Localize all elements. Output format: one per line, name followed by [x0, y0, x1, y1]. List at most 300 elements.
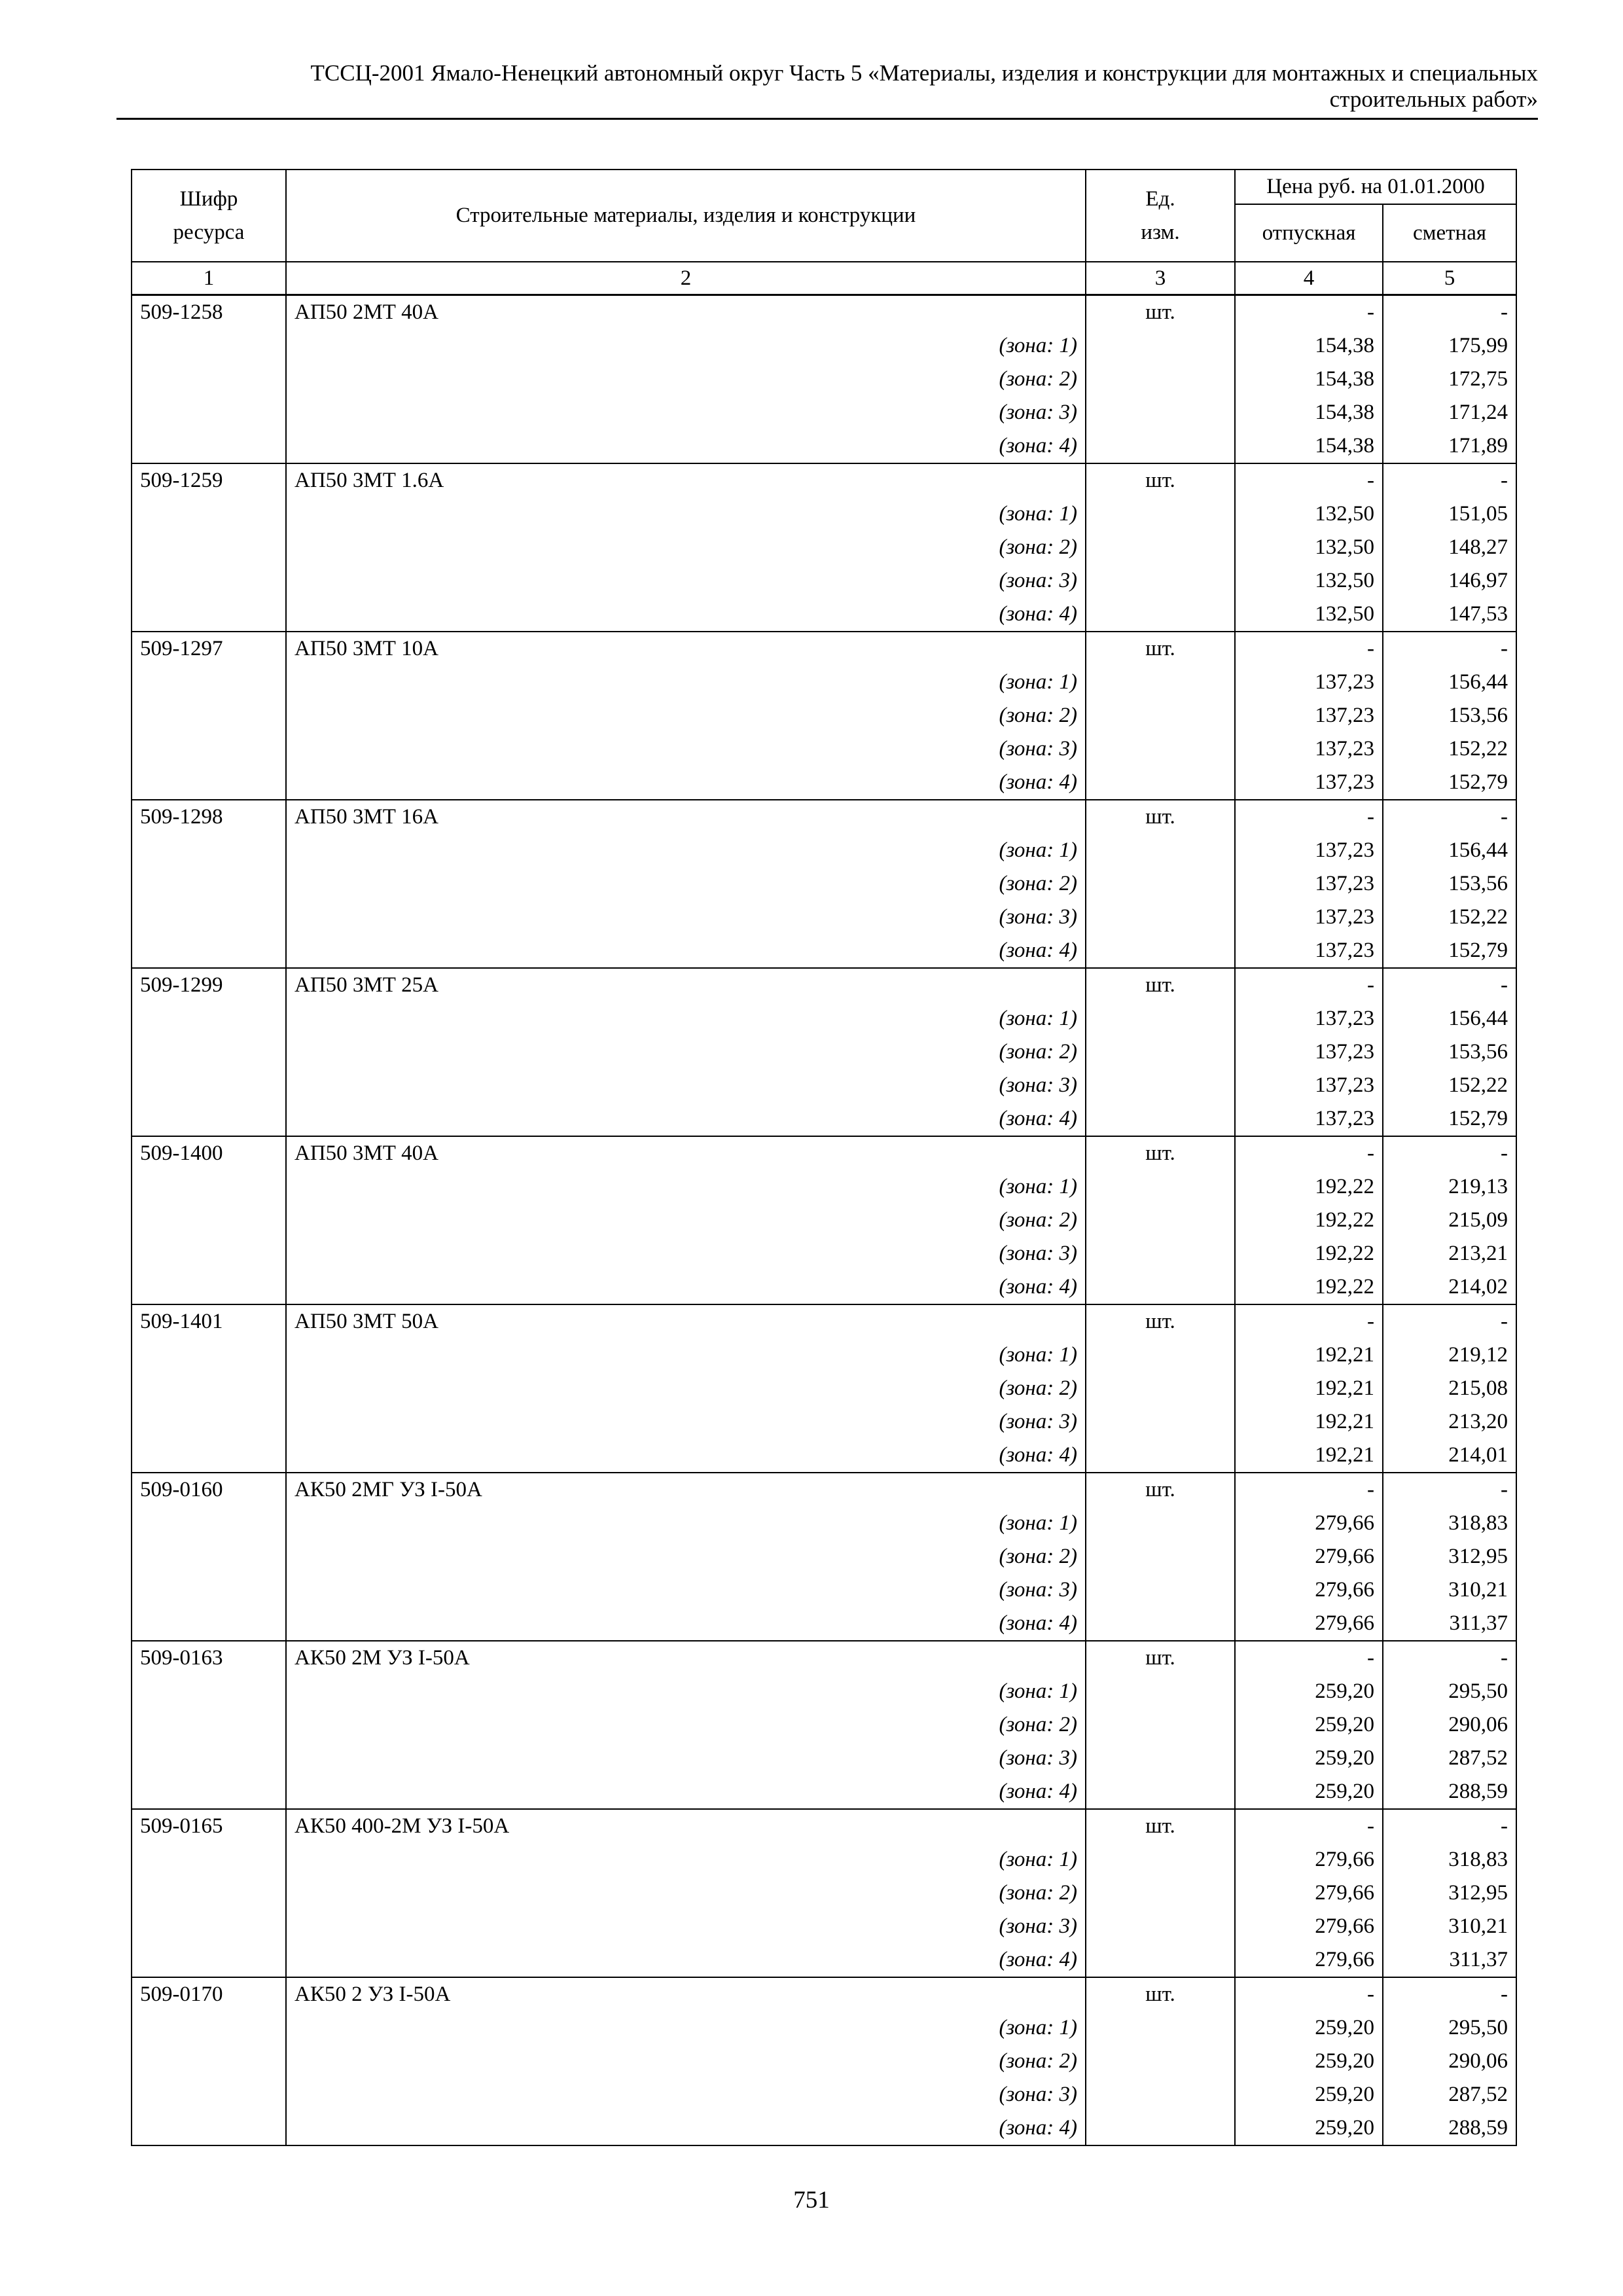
zone-row [132, 2111, 1516, 2145]
release-price: - [1235, 1136, 1383, 1170]
resource-name: АК50 2 УЗ I-50А [286, 1977, 1086, 2011]
zone-row [132, 1507, 1516, 1540]
zone-code-cell [132, 666, 286, 699]
zone-row [132, 1439, 1516, 1473]
zone-unit-cell [1086, 1943, 1235, 1977]
zone-row [132, 1876, 1516, 1910]
zone-row [132, 934, 1516, 968]
resource-code: 509-0165 [132, 1809, 286, 1843]
zone-unit-cell [1086, 1675, 1235, 1708]
zone-unit-cell [1086, 1439, 1235, 1473]
zone-label: (зона: 2) [286, 867, 1086, 901]
resource-code: 509-1297 [132, 632, 286, 666]
resource-unit: шт. [1086, 1304, 1235, 1338]
table-row [132, 295, 1516, 330]
zone-label: (зона: 4) [286, 1270, 1086, 1304]
zone-label: (зона: 1) [286, 1507, 1086, 1540]
zone-release-price: 154,38 [1235, 363, 1383, 396]
estimate-price: - [1383, 800, 1516, 834]
zone-row [132, 732, 1516, 766]
zone-estimate-price: 156,44 [1383, 1002, 1516, 1035]
resource-name: АП50 3МТ 10А [286, 632, 1086, 666]
zone-unit-cell [1086, 1372, 1235, 1405]
resource-code: 509-0170 [132, 1977, 286, 2011]
zone-unit-cell [1086, 1775, 1235, 1809]
zone-row [132, 531, 1516, 564]
zone-row [132, 766, 1516, 800]
resource-unit: шт. [1086, 1977, 1235, 2011]
col-header-estimate: сметная [1383, 204, 1516, 262]
zone-label: (зона: 2) [286, 699, 1086, 732]
zone-code-cell [132, 329, 286, 363]
resource-code: 509-0160 [132, 1473, 286, 1507]
zone-row [132, 1943, 1516, 1977]
zone-row [132, 1540, 1516, 1573]
zone-estimate-price: 312,95 [1383, 1876, 1516, 1910]
zone-code-cell [132, 1372, 286, 1405]
zone-unit-cell [1086, 1708, 1235, 1742]
zone-label: (зона: 3) [286, 901, 1086, 934]
zone-release-price: 259,20 [1235, 1775, 1383, 1809]
zone-row [132, 396, 1516, 429]
zone-code-cell [132, 1876, 286, 1910]
zone-row [132, 1910, 1516, 1943]
zone-release-price: 279,66 [1235, 1943, 1383, 1977]
estimate-price: - [1383, 1641, 1516, 1675]
zone-row [132, 1675, 1516, 1708]
resource-name: АП50 3МТ 50А [286, 1304, 1086, 1338]
zone-code-cell [132, 1270, 286, 1304]
zone-unit-cell [1086, 699, 1235, 732]
zone-label: (зона: 2) [286, 1204, 1086, 1237]
resource-price-table [131, 169, 1517, 2146]
zone-row [132, 1170, 1516, 1204]
resource-unit: шт. [1086, 463, 1235, 497]
zone-estimate-price: 175,99 [1383, 329, 1516, 363]
zone-code-cell [132, 564, 286, 598]
zone-label: (зона: 4) [286, 598, 1086, 632]
zone-code-cell [132, 732, 286, 766]
resource-name: АК50 2М УЗ I-50А [286, 1641, 1086, 1675]
zone-release-price: 259,20 [1235, 1708, 1383, 1742]
resource-name: АП50 2МТ 40А [286, 295, 1086, 330]
estimate-price: - [1383, 632, 1516, 666]
zone-estimate-price: 172,75 [1383, 363, 1516, 396]
zone-release-price: 137,23 [1235, 1035, 1383, 1069]
zone-estimate-price: 152,22 [1383, 1069, 1516, 1102]
zone-row [132, 2078, 1516, 2111]
zone-row [132, 1102, 1516, 1136]
zone-row [132, 1405, 1516, 1439]
zone-estimate-price: 146,97 [1383, 564, 1516, 598]
zone-row [132, 1573, 1516, 1607]
zone-row [132, 1035, 1516, 1069]
zone-row [132, 1843, 1516, 1876]
zone-unit-cell [1086, 1338, 1235, 1372]
release-price: - [1235, 1977, 1383, 2011]
zone-unit-cell [1086, 1204, 1235, 1237]
release-price: - [1235, 800, 1383, 834]
zone-release-price: 154,38 [1235, 396, 1383, 429]
zone-code-cell [132, 2011, 286, 2045]
zone-label: (зона: 1) [286, 1170, 1086, 1204]
resource-name: АП50 3МТ 40А [286, 1136, 1086, 1170]
zone-code-cell [132, 497, 286, 531]
release-price: - [1235, 463, 1383, 497]
table-row [132, 800, 1516, 834]
estimate-price: - [1383, 1809, 1516, 1843]
zone-code-cell [132, 1507, 286, 1540]
zone-release-price: 132,50 [1235, 598, 1383, 632]
zone-label: (зона: 3) [286, 564, 1086, 598]
zone-row [132, 497, 1516, 531]
estimate-price: - [1383, 1136, 1516, 1170]
zone-code-cell [132, 1170, 286, 1204]
zone-unit-cell [1086, 766, 1235, 800]
table-row [132, 1304, 1516, 1338]
zone-estimate-price: 156,44 [1383, 666, 1516, 699]
zone-unit-cell [1086, 329, 1235, 363]
zone-estimate-price: 152,22 [1383, 901, 1516, 934]
zone-label: (зона: 1) [286, 329, 1086, 363]
zone-release-price: 192,21 [1235, 1439, 1383, 1473]
zone-unit-cell [1086, 531, 1235, 564]
table-row [132, 632, 1516, 666]
zone-code-cell [132, 934, 286, 968]
zone-label: (зона: 1) [286, 1338, 1086, 1372]
zone-row [132, 1708, 1516, 1742]
col-header-unit-line-1: Ед. [1145, 187, 1175, 211]
zone-release-price: 192,21 [1235, 1338, 1383, 1372]
table-row [132, 1473, 1516, 1507]
zone-row [132, 1002, 1516, 1035]
release-price: - [1235, 968, 1383, 1002]
zone-unit-cell [1086, 1069, 1235, 1102]
zone-estimate-price: 214,01 [1383, 1439, 1516, 1473]
zone-row [132, 2011, 1516, 2045]
zone-code-cell [132, 1910, 286, 1943]
zone-estimate-price: 152,79 [1383, 934, 1516, 968]
zone-release-price: 137,23 [1235, 901, 1383, 934]
resource-code: 509-1258 [132, 295, 286, 330]
table-row [132, 1641, 1516, 1675]
zone-code-cell [132, 1573, 286, 1607]
resource-code: 509-1298 [132, 800, 286, 834]
zone-code-cell [132, 396, 286, 429]
zone-estimate-price: 288,59 [1383, 1775, 1516, 1809]
zone-estimate-price: 152,79 [1383, 1102, 1516, 1136]
resource-name: АП50 3МТ 25А [286, 968, 1086, 1002]
resource-code: 509-1259 [132, 463, 286, 497]
estimate-price: - [1383, 463, 1516, 497]
zone-estimate-price: 147,53 [1383, 598, 1516, 632]
zone-label: (зона: 2) [286, 1372, 1086, 1405]
resource-unit: шт. [1086, 800, 1235, 834]
zone-release-price: 279,66 [1235, 1573, 1383, 1607]
zone-label: (зона: 3) [286, 1237, 1086, 1270]
estimate-price: - [1383, 1977, 1516, 2011]
zone-estimate-price: 153,56 [1383, 867, 1516, 901]
zone-release-price: 259,20 [1235, 2045, 1383, 2078]
zone-code-cell [132, 1035, 286, 1069]
zone-estimate-price: 290,06 [1383, 1708, 1516, 1742]
zone-row [132, 1270, 1516, 1304]
table-row [132, 1977, 1516, 2011]
resource-unit: шт. [1086, 295, 1235, 330]
zone-estimate-price: 311,37 [1383, 1943, 1516, 1977]
zone-row [132, 1775, 1516, 1809]
zone-label: (зона: 2) [286, 531, 1086, 564]
zone-estimate-price: 311,37 [1383, 1607, 1516, 1641]
resource-code: 509-1299 [132, 968, 286, 1002]
zone-row [132, 1607, 1516, 1641]
col-header-code-line-1: Шифр [179, 187, 238, 211]
resource-code: 509-0163 [132, 1641, 286, 1675]
col-header-unit [1086, 170, 1235, 262]
zone-unit-cell [1086, 2111, 1235, 2145]
zone-release-price: 192,21 [1235, 1405, 1383, 1439]
zone-label: (зона: 2) [286, 1540, 1086, 1573]
zone-code-cell [132, 901, 286, 934]
zone-estimate-price: 148,27 [1383, 531, 1516, 564]
table-row [132, 968, 1516, 1002]
zone-unit-cell [1086, 1270, 1235, 1304]
zone-row [132, 429, 1516, 463]
col-header-code [132, 170, 286, 262]
zone-row [132, 1742, 1516, 1775]
resource-code: 509-1401 [132, 1304, 286, 1338]
zone-unit-cell [1086, 1405, 1235, 1439]
resource-name: АК50 2МГ УЗ I-50А [286, 1473, 1086, 1507]
zone-code-cell [132, 834, 286, 867]
zone-release-price: 137,23 [1235, 934, 1383, 968]
zone-estimate-price: 288,59 [1383, 2111, 1516, 2145]
zone-label: (зона: 3) [286, 1573, 1086, 1607]
header-line-2: строительных работ» [1329, 86, 1538, 112]
zone-row [132, 867, 1516, 901]
zone-label: (зона: 4) [286, 934, 1086, 968]
header-rule [116, 118, 1538, 120]
zone-row [132, 901, 1516, 934]
page-number: 751 [793, 2187, 830, 2214]
zone-code-cell [132, 1002, 286, 1035]
zone-unit-cell [1086, 867, 1235, 901]
table-header [132, 170, 1516, 295]
zone-unit-cell [1086, 564, 1235, 598]
estimate-price: - [1383, 968, 1516, 1002]
zone-release-price: 192,22 [1235, 1270, 1383, 1304]
zone-row [132, 1069, 1516, 1102]
zone-release-price: 132,50 [1235, 497, 1383, 531]
zone-release-price: 259,20 [1235, 1742, 1383, 1775]
zone-label: (зона: 2) [286, 1035, 1086, 1069]
zone-label: (зона: 1) [286, 2011, 1086, 2045]
zone-estimate-price: 287,52 [1383, 2078, 1516, 2111]
zone-unit-cell [1086, 2078, 1235, 2111]
resource-code: 509-1400 [132, 1136, 286, 1170]
zone-estimate-price: 318,83 [1383, 1507, 1516, 1540]
zone-label: (зона: 3) [286, 1742, 1086, 1775]
zone-row [132, 329, 1516, 363]
zone-release-price: 154,38 [1235, 329, 1383, 363]
zone-estimate-price: 213,21 [1383, 1237, 1516, 1270]
release-price: - [1235, 295, 1383, 330]
zone-release-price: 132,50 [1235, 564, 1383, 598]
zone-code-cell [132, 1439, 286, 1473]
zone-code-cell [132, 2111, 286, 2145]
zone-label: (зона: 4) [286, 429, 1086, 463]
zone-estimate-price: 295,50 [1383, 1675, 1516, 1708]
zone-unit-cell [1086, 497, 1235, 531]
zone-estimate-price: 219,12 [1383, 1338, 1516, 1372]
zone-code-cell [132, 1675, 286, 1708]
col-header-unit-line-2: изм. [1141, 220, 1180, 244]
release-price: - [1235, 1809, 1383, 1843]
zone-estimate-price: 287,52 [1383, 1742, 1516, 1775]
zone-label: (зона: 3) [286, 1069, 1086, 1102]
col-header-price: Цена руб. на 01.01.2000 [1235, 170, 1516, 204]
zone-label: (зона: 3) [286, 1405, 1086, 1439]
zone-release-price: 279,66 [1235, 1607, 1383, 1641]
release-price: - [1235, 1473, 1383, 1507]
zone-label: (зона: 4) [286, 766, 1086, 800]
table-row [132, 1809, 1516, 1843]
zone-release-price: 137,23 [1235, 1069, 1383, 1102]
zone-unit-cell [1086, 1540, 1235, 1573]
zone-estimate-price: 153,56 [1383, 1035, 1516, 1069]
zone-release-price: 137,23 [1235, 1002, 1383, 1035]
table-row [132, 463, 1516, 497]
zone-unit-cell [1086, 1910, 1235, 1943]
zone-label: (зона: 2) [286, 1708, 1086, 1742]
release-price: - [1235, 1641, 1383, 1675]
zone-code-cell [132, 598, 286, 632]
zone-row [132, 1338, 1516, 1372]
zone-unit-cell [1086, 1102, 1235, 1136]
zone-unit-cell [1086, 2011, 1235, 2045]
zone-release-price: 279,66 [1235, 1507, 1383, 1540]
zone-release-price: 137,23 [1235, 1102, 1383, 1136]
zone-code-cell [132, 1069, 286, 1102]
zone-row [132, 564, 1516, 598]
zone-label: (зона: 4) [286, 1943, 1086, 1977]
col-number: 3 [1086, 262, 1235, 295]
zone-label: (зона: 4) [286, 1607, 1086, 1641]
zone-unit-cell [1086, 1035, 1235, 1069]
zone-label: (зона: 3) [286, 396, 1086, 429]
zone-unit-cell [1086, 666, 1235, 699]
zone-label: (зона: 1) [286, 834, 1086, 867]
table-body [132, 295, 1516, 2146]
zone-unit-cell [1086, 363, 1235, 396]
estimate-price: - [1383, 1473, 1516, 1507]
zone-label: (зона: 1) [286, 497, 1086, 531]
zone-release-price: 137,23 [1235, 867, 1383, 901]
zone-estimate-price: 290,06 [1383, 2045, 1516, 2078]
zone-estimate-price: 214,02 [1383, 1270, 1516, 1304]
zone-code-cell [132, 531, 286, 564]
zone-code-cell [132, 2078, 286, 2111]
zone-code-cell [132, 429, 286, 463]
zone-unit-cell [1086, 1507, 1235, 1540]
col-number: 5 [1383, 262, 1516, 295]
col-header-name: Строительные материалы, изделия и конструкции [286, 170, 1086, 262]
zone-code-cell [132, 1843, 286, 1876]
resource-name: АП50 3МТ 1.6А [286, 463, 1086, 497]
zone-estimate-price: 152,22 [1383, 732, 1516, 766]
zone-release-price: 192,22 [1235, 1170, 1383, 1204]
zone-code-cell [132, 1405, 286, 1439]
zone-estimate-price: 156,44 [1383, 834, 1516, 867]
resource-unit: шт. [1086, 1473, 1235, 1507]
zone-release-price: 192,22 [1235, 1204, 1383, 1237]
zone-unit-cell [1086, 1742, 1235, 1775]
resource-name: АП50 3МТ 16А [286, 800, 1086, 834]
zone-label: (зона: 3) [286, 2078, 1086, 2111]
zone-estimate-price: 215,09 [1383, 1204, 1516, 1237]
zone-estimate-price: 213,20 [1383, 1405, 1516, 1439]
col-header-release: отпускная [1235, 204, 1383, 262]
zone-unit-cell [1086, 934, 1235, 968]
zone-unit-cell [1086, 1002, 1235, 1035]
zone-unit-cell [1086, 2045, 1235, 2078]
zone-label: (зона: 1) [286, 666, 1086, 699]
zone-code-cell [132, 1708, 286, 1742]
zone-estimate-price: 310,21 [1383, 1573, 1516, 1607]
zone-estimate-price: 310,21 [1383, 1910, 1516, 1943]
zone-estimate-price: 318,83 [1383, 1843, 1516, 1876]
zone-label: (зона: 4) [286, 1102, 1086, 1136]
zone-label: (зона: 4) [286, 1775, 1086, 1809]
zone-label: (зона: 1) [286, 1002, 1086, 1035]
header-line-1: ТССЦ-2001 Ямало-Ненецкий автономный округ Часть 5 «Материалы, изделия и конструкции для монтажных и специальных [310, 60, 1538, 86]
zone-code-cell [132, 1338, 286, 1372]
zone-label: (зона: 1) [286, 1675, 1086, 1708]
zone-code-cell [132, 1102, 286, 1136]
zone-unit-cell [1086, 1573, 1235, 1607]
zone-estimate-price: 171,89 [1383, 429, 1516, 463]
zone-label: (зона: 2) [286, 1876, 1086, 1910]
zone-unit-cell [1086, 396, 1235, 429]
zone-label: (зона: 4) [286, 2111, 1086, 2145]
zone-row [132, 666, 1516, 699]
zone-code-cell [132, 766, 286, 800]
estimate-price: - [1383, 295, 1516, 330]
zone-unit-cell [1086, 1843, 1235, 1876]
zone-code-cell [132, 1742, 286, 1775]
estimate-price: - [1383, 1304, 1516, 1338]
resource-unit: шт. [1086, 1809, 1235, 1843]
zone-unit-cell [1086, 901, 1235, 934]
zone-unit-cell [1086, 1607, 1235, 1641]
zone-code-cell [132, 1943, 286, 1977]
col-number: 4 [1235, 262, 1383, 295]
col-number: 2 [286, 262, 1086, 295]
zone-row [132, 2045, 1516, 2078]
zone-label: (зона: 3) [286, 1910, 1086, 1943]
zone-row [132, 1237, 1516, 1270]
zone-unit-cell [1086, 1876, 1235, 1910]
zone-code-cell [132, 1607, 286, 1641]
zone-unit-cell [1086, 429, 1235, 463]
zone-label: (зона: 2) [286, 2045, 1086, 2078]
zone-code-cell [132, 363, 286, 396]
zone-release-price: 154,38 [1235, 429, 1383, 463]
zone-estimate-price: 153,56 [1383, 699, 1516, 732]
zone-row [132, 834, 1516, 867]
zone-estimate-price: 295,50 [1383, 2011, 1516, 2045]
zone-release-price: 259,20 [1235, 2078, 1383, 2111]
